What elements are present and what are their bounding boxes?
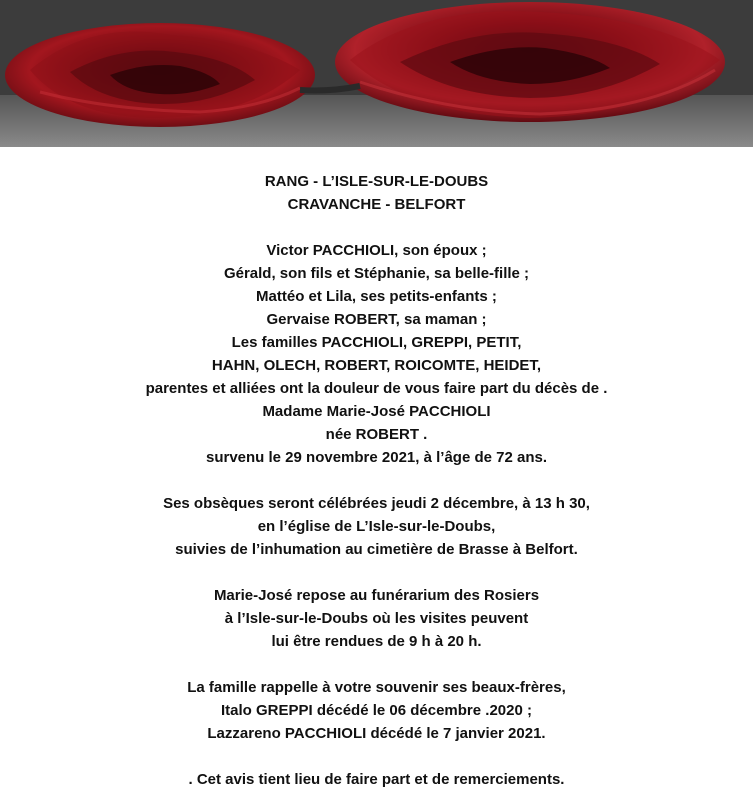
visit-line: Marie-José repose au funérarium des Rosiers [213, 587, 540, 604]
funeral-line: Ses obsèques seront célébrées jeudi 2 décembre, à 13 h 30, [163, 495, 590, 512]
death-date-line: survenu le 29 novembre 2021, à l’âge de 72 ans. [205, 449, 547, 466]
family-line: Gervaise ROBERT, sa maman ; [266, 311, 487, 328]
family-line: Victor PACCHIOLI, son époux ; [266, 242, 487, 259]
obituary-notice [0, 170, 753, 791]
visit-line: à l’Isle-sur-le-Doubs où les visites peuvent [224, 610, 529, 627]
header-roses-image [0, 0, 753, 147]
deceased-name: Madame Marie-José PACCHIOLI [262, 403, 491, 420]
family-line: HAHN, OLECH, ROBERT, ROICOMTE, HEIDET, [211, 357, 542, 374]
family-line: Gérald, son fils et Stéphanie, sa belle-fille ; [223, 265, 530, 282]
memory-line: Italo GREPPI décédé le 06 décembre .2020 ; [221, 702, 532, 719]
spacer [0, 561, 753, 584]
family-line: Mattéo et Lila, ses petits-enfants ; [256, 288, 497, 305]
red-roses-banner-icon [0, 0, 753, 147]
spacer [0, 216, 753, 239]
funeral-line: suivies de l’inhumation au cimetière de Brasse à Belfort. [175, 541, 578, 558]
memory-line: La famille rappelle à votre souvenir ses beaux-frères, [187, 679, 566, 696]
spacer [0, 653, 753, 676]
deceased-maiden-name: née ROBERT . [325, 426, 428, 443]
visit-line: lui être rendues de 9 h à 20 h. [271, 633, 482, 650]
spacer [0, 469, 753, 492]
family-line: Les familles PACCHIOLI, GREPPI, PETIT, [231, 334, 522, 351]
spacer [0, 745, 753, 768]
location-line-2: CRAVANCHE - BELFORT [287, 196, 466, 213]
funeral-line: en l’église de L’Isle-sur-le-Doubs, [257, 518, 496, 535]
closing-line: . Cet avis tient lieu de faire part et de remerciements. [188, 771, 565, 788]
family-line: parentes et alliées ont la douleur de vous faire part du décès de . [145, 380, 608, 397]
memory-line: Lazzareno PACCHIOLI décédé le 7 janvier 2021. [207, 725, 546, 742]
location-line-1: RANG - L’ISLE-SUR-LE-DOUBS [264, 173, 489, 190]
